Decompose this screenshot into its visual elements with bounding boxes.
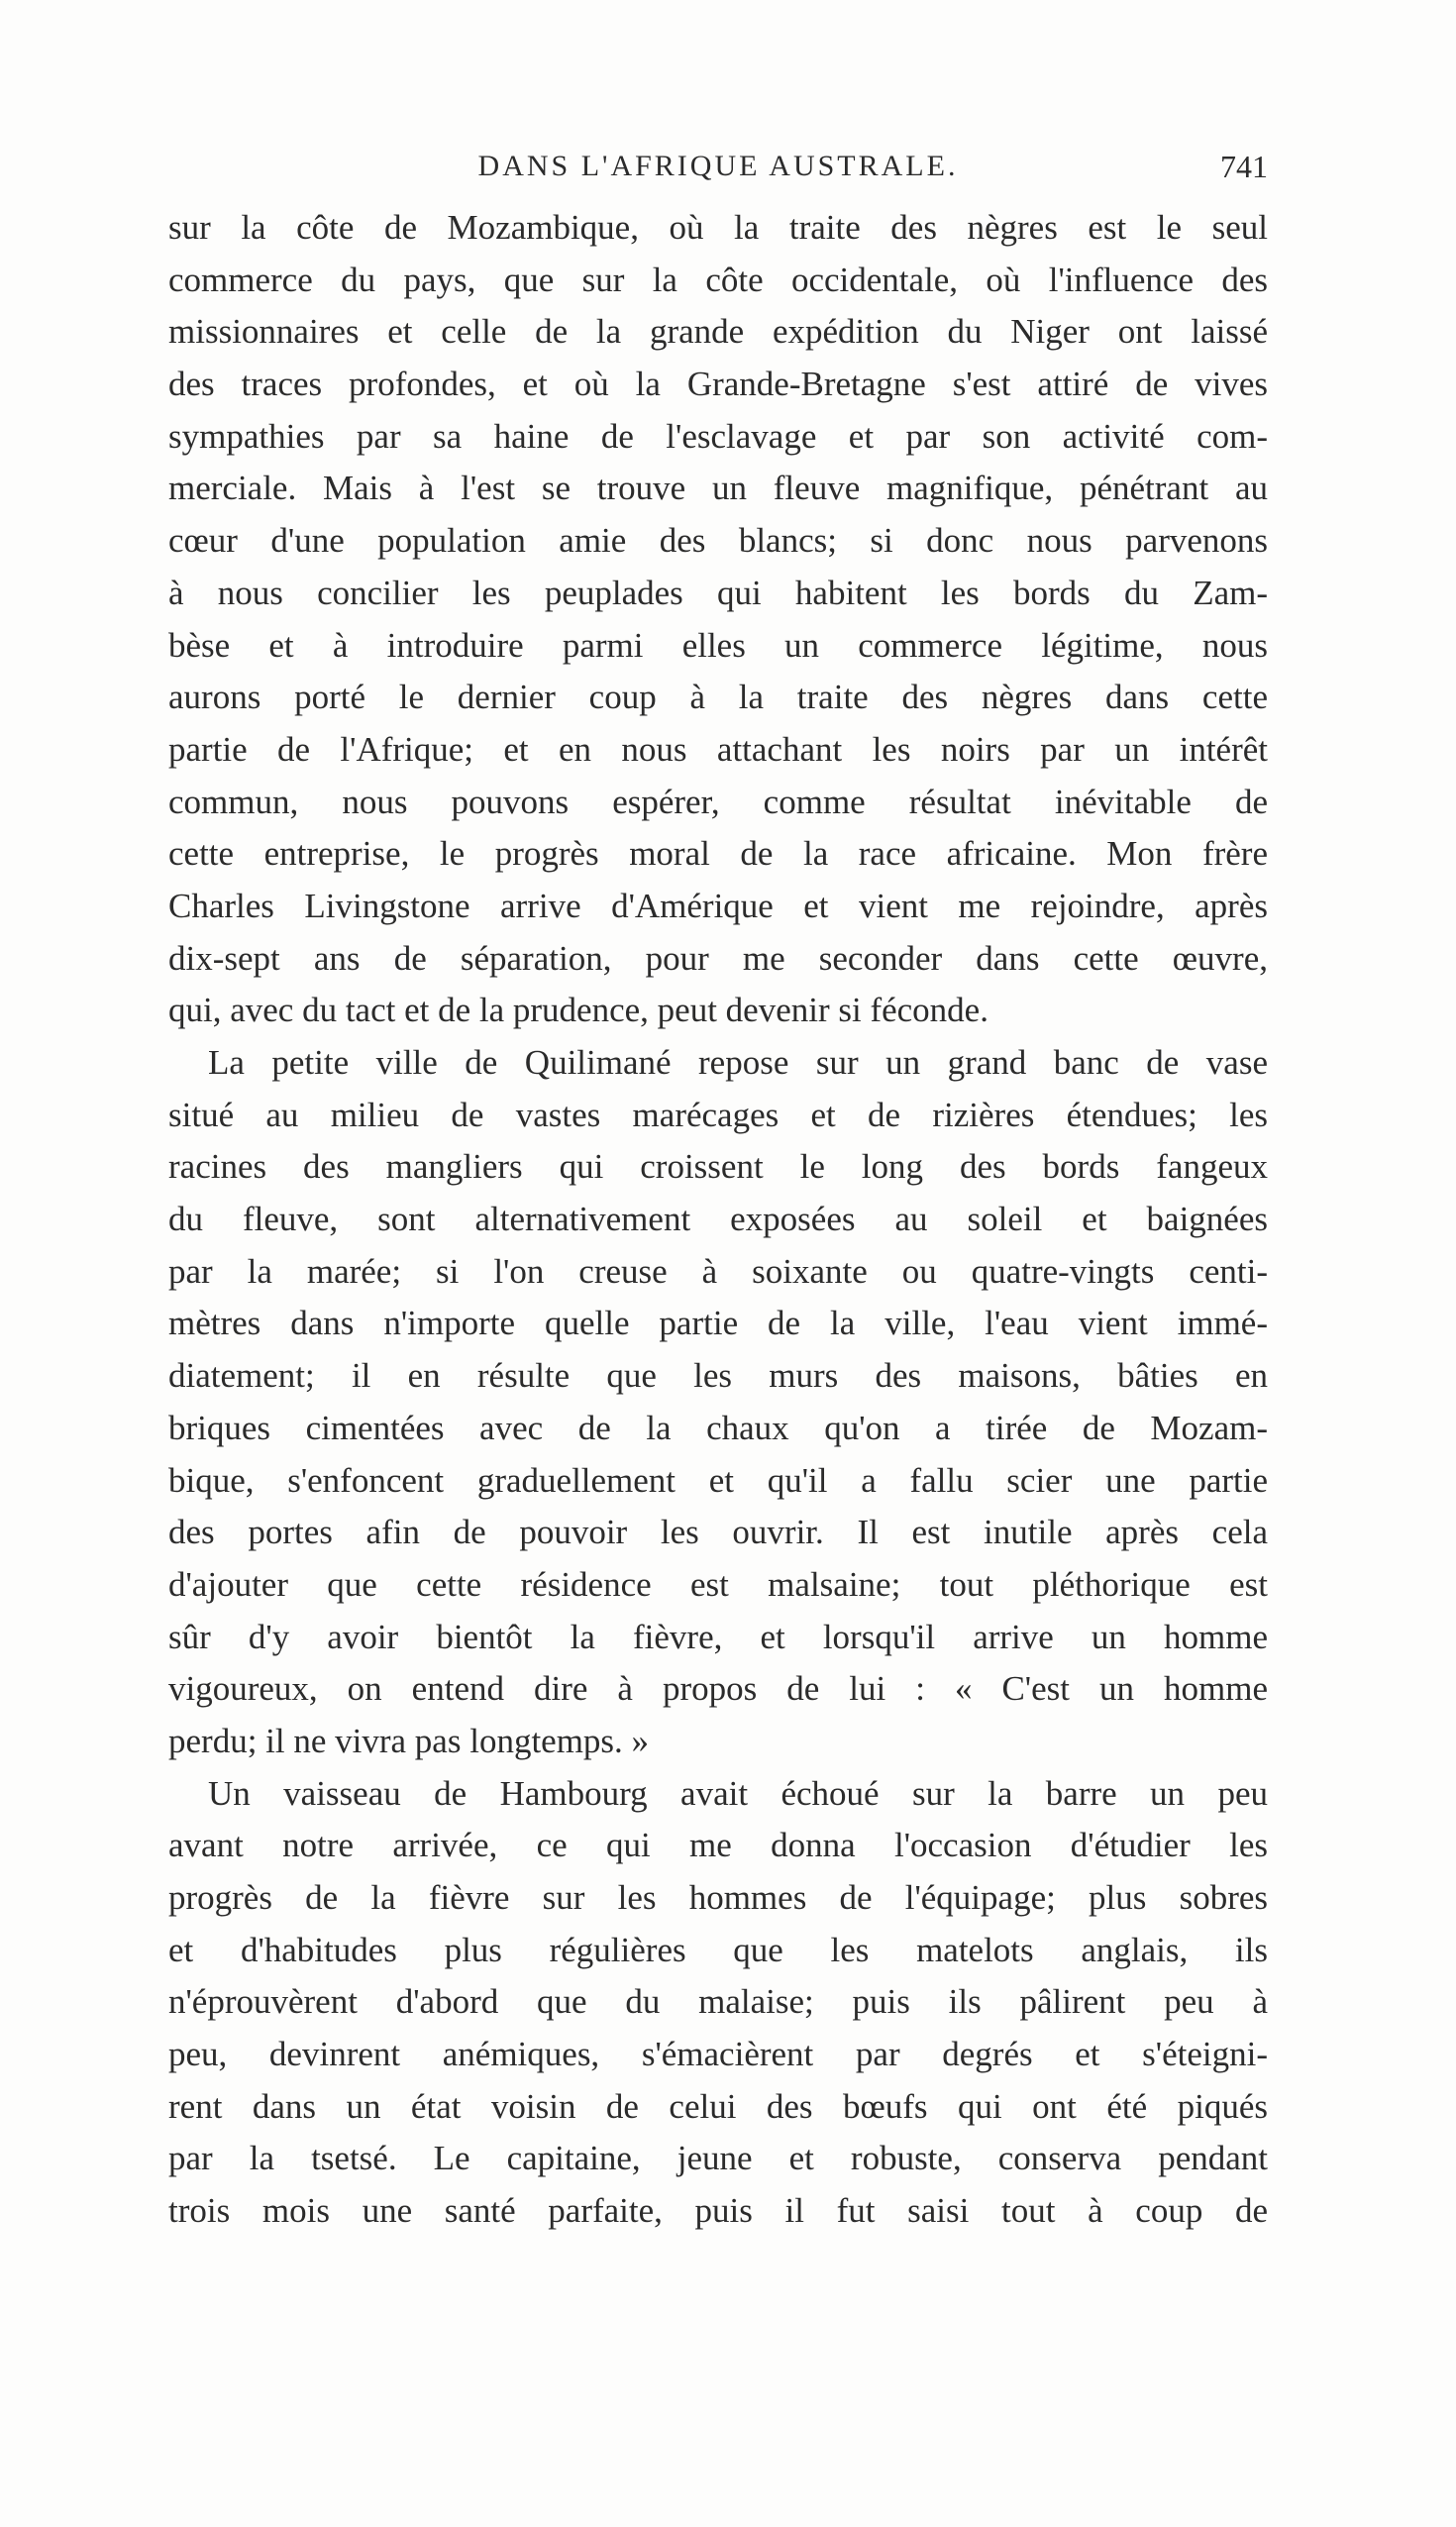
text-line: avant notre arrivée, ce qui me donna l'occasion d'étudier les: [168, 1826, 1268, 1865]
page-number: 741: [1220, 149, 1268, 184]
text-line: rent dans un état voisin de celui des bœufs qui ont été piqués: [168, 2086, 1268, 2126]
text-line: cette entreprise, le progrès moral de la race africaine. Mon frère: [168, 834, 1268, 874]
text-line: des traces profondes, et où la Grande-Bretagne s'est attiré de vives: [168, 365, 1268, 404]
text-line: sûr d'y avoir bientôt la fièvre, et lorsqu'il arrive un homme: [168, 1617, 1268, 1656]
text-line: dix-sept ans de séparation, pour me seconder dans cette œuvre,: [168, 938, 1268, 978]
running-head: [168, 147, 1268, 186]
text-line: missionnaires et celle de la grande expédition du Niger ont laissé: [168, 312, 1268, 352]
text-line: Charles Livingstone arrive d'Amérique et vient me rejoindre, après: [168, 886, 1268, 925]
text-line: bique, s'enfoncent graduellement et qu'il a fallu scier une partie: [168, 1460, 1268, 1500]
text-line: peu, devinrent anémiques, s'émacièrent par degrés et s'éteigni-: [168, 2035, 1268, 2074]
body-text: [168, 202, 1268, 2238]
text-line: des portes afin de pouvoir les ouvrir. Il est inutile après cela: [168, 1513, 1268, 1552]
text-line: du fleuve, sont alternativement exposées au soleil et baignées: [168, 1200, 1268, 1239]
text-line: par la marée; si l'on creuse à soixante ou quatre-vingts centi-: [168, 1251, 1268, 1291]
text-line: bèse et à introduire parmi elles un commerce légitime, nous: [168, 625, 1268, 665]
text-line: mètres dans n'importe quelle partie de la ville, l'eau vient immé-: [168, 1304, 1268, 1343]
text-line: situé au milieu de vastes marécages et de rizières étendues; les: [168, 1095, 1268, 1134]
text-line: vigoureux, on entend dire à propos de lui : « C'est un homme: [168, 1669, 1268, 1709]
text-line: et d'habitudes plus régulières que les matelots anglais, ils: [168, 1930, 1268, 1969]
text-line: progrès de la fièvre sur les hommes de l'équipage; plus sobres: [168, 1878, 1268, 1917]
text-line: Un vaisseau de Hambourg avait échoué sur la barre un peu: [208, 1773, 1268, 1813]
text-line: partie de l'Afrique; et en nous attachant les noirs par un intérêt: [168, 729, 1268, 769]
text-line: La petite ville de Quilimané repose sur un grand banc de vase: [208, 1043, 1268, 1082]
running-title: DANS L'AFRIQUE AUSTRALE.: [477, 150, 959, 182]
text-line: aurons porté le dernier coup à la traite des nègres dans cette: [168, 678, 1268, 717]
text-line: par la tsetsé. Le capitaine, jeune et robuste, conserva pendant: [168, 2139, 1268, 2178]
text-line: n'éprouvèrent d'abord que du malaise; puis ils pâlirent peu à: [168, 1982, 1268, 2022]
text-line: sympathies par sa haine de l'esclavage et par son activité com-: [168, 416, 1268, 456]
text-line: trois mois une santé parfaite, puis il fut saisi tout à coup de: [168, 2191, 1268, 2231]
text-line: merciale. Mais à l'est se trouve un fleuve magnifique, pénétrant au: [168, 469, 1268, 508]
text-line: racines des mangliers qui croissent le long des bords fangeux: [168, 1147, 1268, 1187]
text-line: à nous concilier les peuplades qui habitent les bords du Zam-: [168, 573, 1268, 612]
text-line: cœur d'une population amie des blancs; si donc nous parvenons: [168, 521, 1268, 561]
text-line: qui, avec du tact et de la prudence, peut devenir si féconde.: [168, 991, 988, 1030]
text-line: sur la côte de Mozambique, où la traite des nègres est le seul: [168, 208, 1268, 247]
text-line: d'ajouter que cette résidence est malsaine; tout pléthorique est: [168, 1564, 1268, 1604]
text-line: perdu; il ne vivra pas longtemps. »: [168, 1721, 650, 1760]
text-line: briques cimentées avec de la chaux qu'on a tirée de Mozam-: [168, 1408, 1268, 1447]
text-line: commerce du pays, que sur la côte occidentale, où l'influence des: [168, 260, 1268, 299]
text-line: diatement; il en résulte que les murs des maisons, bâties en: [168, 1356, 1268, 1396]
text-line: commun, nous pouvons espérer, comme résultat inévitable de: [168, 782, 1268, 821]
